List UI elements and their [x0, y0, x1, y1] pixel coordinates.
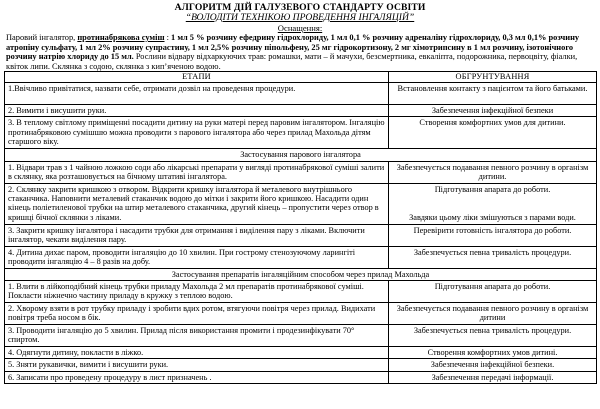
rationale-cell — [389, 183, 597, 224]
step-cell: 1. Влити в лійкоподібний кінець трубки приладу Махольда 2 мл препаратів протинабрякової суміші. Покласти ніжнечно частину приладу в кружку з теплою водою. — [5, 281, 389, 303]
rationale-bottom: Завдяки цьому ліки змішуються з парами води. — [409, 213, 576, 223]
step-cell: 6. Записати про проведену процедуру в лист призначень . — [5, 371, 389, 383]
rationale-cell: Забезпечується подавання певного розчину в організм дитини. — [389, 161, 597, 183]
step-cell: 2. Вимити і висушити руки. — [5, 104, 389, 116]
equipment-mixture-composition: 1 мл 5 % розчину ефедрину гідрохлориду, 1 мл 0,1 % розчину адреналіну гідрохлориду, 0,3 мл 0,1% розчину атропіну сульфату, 1 мл 2% розчину супрастину, 1 мл 2,5% розчину піпольфену, 25 мг гідрокортизону, 2 мг хімотрипсину в 1 мл розчину, ізотонічного розчину натрію хлориду до 15 мл. — [6, 33, 580, 62]
column-steps: ЕТАПИ — [5, 72, 389, 82]
table-row — [5, 359, 597, 371]
table-row — [5, 104, 597, 116]
step-cell: 4. Одягнути дитину, покласти в ліжко. — [5, 347, 389, 359]
section-title-steam: Застосування парового інгалятора — [5, 149, 597, 161]
section-row — [5, 268, 597, 280]
table-header-row — [5, 72, 597, 82]
table-row — [5, 183, 597, 224]
table-row — [5, 82, 597, 104]
rationale-cell: Забезпечується певна тривалість процедури. — [389, 325, 597, 347]
table-row — [5, 303, 597, 325]
section-title-maholda: Застосування препаратів інгаляційним способом через прилад Махольда — [5, 268, 597, 280]
table-row — [5, 161, 597, 183]
table-row — [5, 281, 597, 303]
rationale-cell: Створення комфортних умов дитині. — [389, 347, 597, 359]
rationale-cell: Забезпечення передачі інформації. — [389, 371, 597, 383]
step-cell: 3. В теплому світлому приміщенні посадити дитину на руки матері перед паровим інгалятором. Інгаляцію протинабряковою сумішшю можна проводити з парового інгалятора або через прилад Махольда дітям старшого віку. — [5, 117, 389, 149]
equipment-heading: Оснащення: — [277, 23, 323, 33]
table-row — [5, 246, 597, 268]
step-cell: 1. Відвари трав з 1 чайною ложкою соди або лікарські препарати у вигляді протинабрякової суміші залити в склянку, яка розташовується на бічному штативі інгалятора. — [5, 161, 389, 183]
rationale-cell: Забезпечення інфекційної безпеки. — [389, 359, 597, 371]
document-subtitle: “ВОЛОДІТИ ТЕХНІКОЮ ПРОВЕДЕННЯ ІНГАЛЯЦІЙ” — [185, 12, 415, 23]
step-cell: 2. Хворому взяти в рот трубку приладу і зробити вдих ротом, втягуючи повітря через прилад. Видихати повітря треба носом в бік. — [5, 303, 389, 325]
column-rationale: ОБГРУНТУВАННЯ — [389, 72, 597, 82]
table-row — [5, 224, 597, 246]
procedure-table — [4, 71, 597, 384]
equipment-part: Рослини відвару відхаркуючих трав: ромашки, мати – й мачухи, безсмертника, евкаліпта, подорожника, первоцвіту, фіалки, квіток липи. Склянка з содою, склянка з кип’яченою водою. — [6, 52, 578, 71]
equipment-part: : — [164, 33, 172, 42]
rationale-cell: Встановлення контакту з пацієнтом та його батьками. — [389, 82, 597, 104]
table-row — [5, 117, 597, 149]
rationale-cell: Перевірити готовність інгалятора до роботи. — [389, 224, 597, 246]
rationale-cell: Створення комфортних умов для дитини. — [389, 117, 597, 149]
rationale-top: Підготування апарата до роботи. — [434, 184, 551, 194]
table-row — [5, 371, 597, 383]
step-cell: 2. Склянку закрити кришкою з отвором. Відкрити кришку інгалятора й металевого внутрішнього стаканчика. Наповнити металевий стаканчик водою до мітки і закрити його кришкою. Насадити один кінець поліетиленової трубки на штир металевого стаканчика, другий кінець – пропустити через отвор в кришці бічної склянки з ліками. — [5, 183, 389, 224]
section-row — [5, 149, 597, 161]
rationale-cell: Підготування апарата до роботи. — [389, 281, 597, 303]
equipment-part: Паровий інгалятор, — [6, 33, 78, 42]
table-row — [5, 325, 597, 347]
rationale-cell: Забезпечується подавання певного розчину в організм дитини — [389, 303, 597, 325]
table-row — [5, 347, 597, 359]
step-cell: 4. Дитина дихає паром, проводити інгаляцію до 10 хвилин. При гострому стенозуючому ларингіті проводити інгаляцію 4 – 8 разів на добу. — [5, 246, 389, 268]
equipment-text — [6, 33, 594, 71]
step-cell: 3. Закрити кришку інгалятора і насадити трубки для отримання і виділення пару з ліками. Включити інгалятор, чекати виділення пару. — [5, 224, 389, 246]
rationale-cell: Забезпечення інфекційної безпеки — [389, 104, 597, 116]
rationale-cell: Забезпечується певна тривалість процедури. — [389, 246, 597, 268]
equipment-mixture-label: протинабрякова суміш — [77, 33, 165, 42]
document-title: АЛГОРИТМ ДІЙ ГАЛУЗЕВОГО СТАНДАРТУ ОСВІТИ — [174, 2, 426, 13]
step-cell: 1.Ввічливо привітатися, назвати себе, отримати дозвіл на проведення процедури. — [5, 82, 389, 104]
step-cell: 3. Проводити інгаляцію до 5 хвилин. Прилад після використання промити і продезинфікувати 70° спиртом. — [5, 325, 389, 347]
step-cell: 5. Зняти рукавички, вимити і висушити руки. — [5, 359, 389, 371]
